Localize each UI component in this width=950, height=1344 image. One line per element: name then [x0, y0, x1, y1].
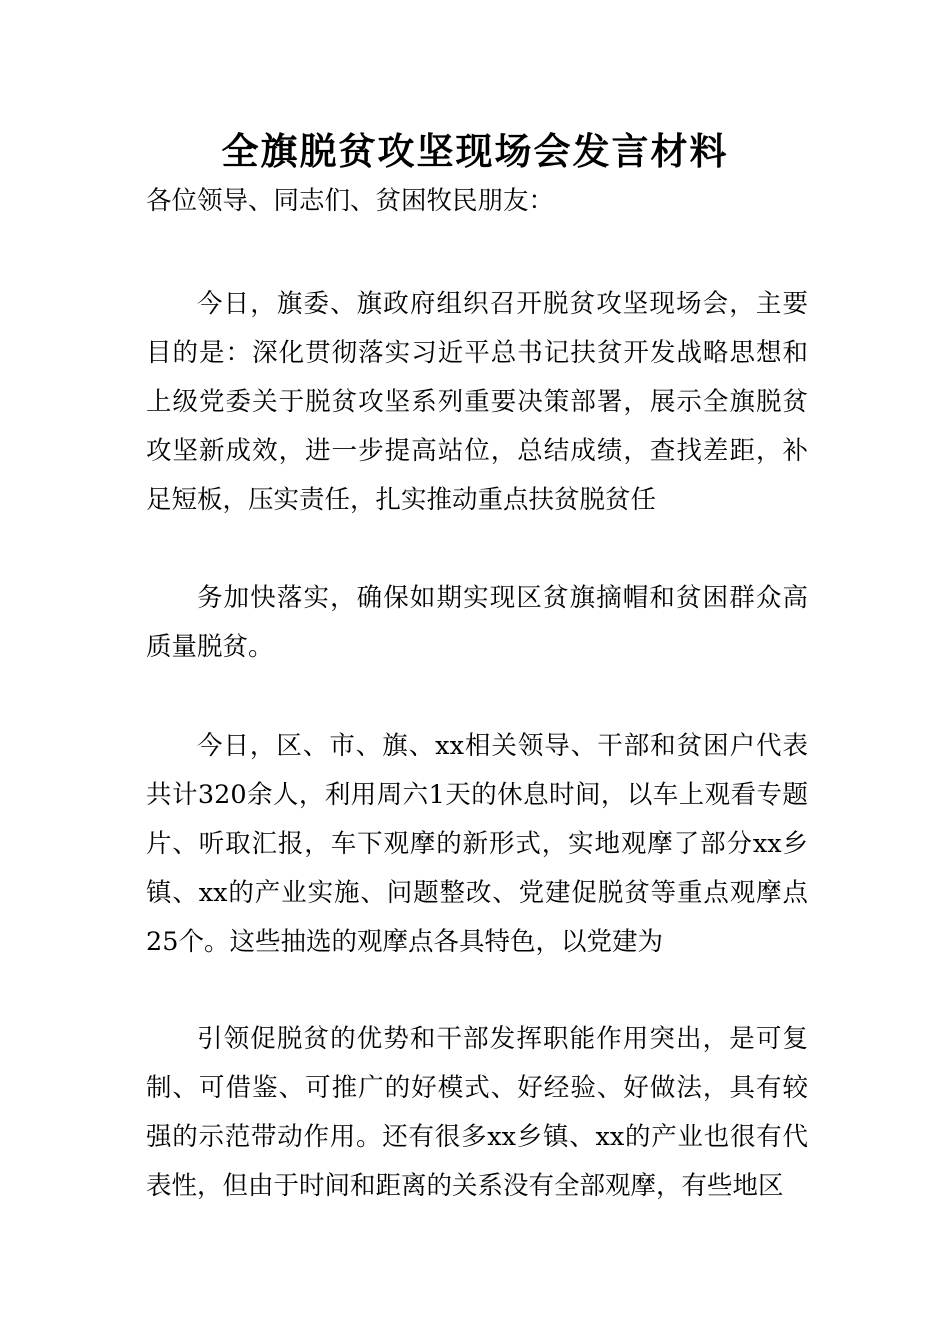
paragraph-4: 引领促脱贫的优势和干部发挥职能作用突出，是可复制、可借鉴、可推广的好模式、好经验、好做法，具有较强的示范带动作用。还有很多xx乡镇、xx的产业也很有代表性，但由于时间和距离的关系没有全部观摩，有些地区: [146, 1024, 808, 1201]
document-title: 全旗脱贫攻坚现场会发言材料: [221, 129, 729, 173]
paragraph-2: 务加快落实，确保如期实现区贫旗摘帽和贫困群众高质量脱贫。: [146, 583, 808, 662]
paragraph-3: 今日，区、市、旗、xx相关领导、干部和贫困户代表共计320余人，利用周六1天的休息时间，以车上观看专题片、听取汇报，车下观摩的新形式，实地观摩了部分xx乡镇、xx的产业实施、问题整改、党建促脱贫等重点观摩点25个。这些抽选的观摩点各具特色，以党建为: [146, 731, 808, 957]
paragraph-1: 今日，旗委、旗政府组织召开脱贫攻坚现场会，主要目的是：深化贯彻落实习近平总书记扶贫开发战略思想和上级党委关于脱贫攻坚系列重要决策部署，展示全旗脱贫攻坚新成效，进一步提高站位，总结成绩，查找差距，补足短板，压实责任，扎实推动重点扶贫脱贫任: [146, 289, 808, 515]
salutation: 各位领导、同志们、贫困牧民朋友：: [146, 186, 555, 216]
